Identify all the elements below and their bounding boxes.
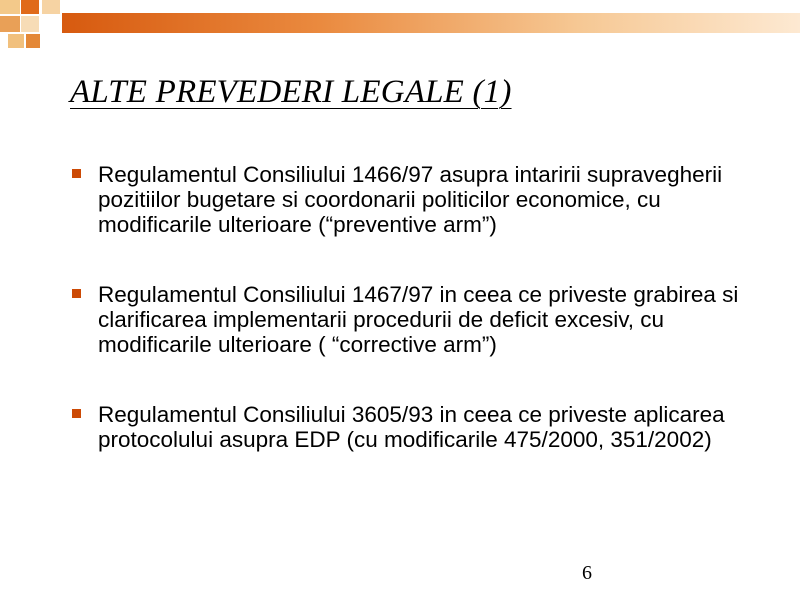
header-gradient-bar [62, 13, 800, 33]
corner-decoration [0, 0, 70, 50]
decor-square [42, 0, 60, 14]
decor-square [8, 34, 24, 48]
decor-square [26, 34, 40, 48]
decor-square [21, 16, 39, 32]
bullet-text: Regulamentul Consiliului 1466/97 asupra intaririi supravegherii pozitiilor bugetare si coordonarii politicilor economice, cu modificarile ulterioare (“preventive arm”) [98, 162, 723, 237]
bullet-item [70, 162, 740, 237]
square-bullet-icon [72, 409, 81, 418]
decor-square [0, 0, 20, 14]
bullet-text: Regulamentul Consiliului 3605/93 in ceea ce priveste aplicarea protocolului asupra EDP (cu modificarile 475/2000, 351/2002) [98, 402, 725, 452]
page-number: 6 [582, 562, 592, 584]
bullet-list [70, 162, 740, 497]
square-bullet-icon [72, 289, 81, 298]
square-bullet-icon [72, 169, 81, 178]
decor-square [0, 16, 20, 32]
bullet-item [70, 282, 740, 357]
slide-title: ALTE PREVEDERI LEGALE (1) [70, 74, 512, 110]
bullet-text: Regulamentul Consiliului 1467/97 in ceea ce priveste grabirea si clarificarea implementarii procedurii de deficit excesiv, cu modificarile ulterioare ( “corrective arm”) [98, 282, 739, 357]
bullet-item [70, 402, 740, 452]
decor-square [21, 0, 39, 14]
